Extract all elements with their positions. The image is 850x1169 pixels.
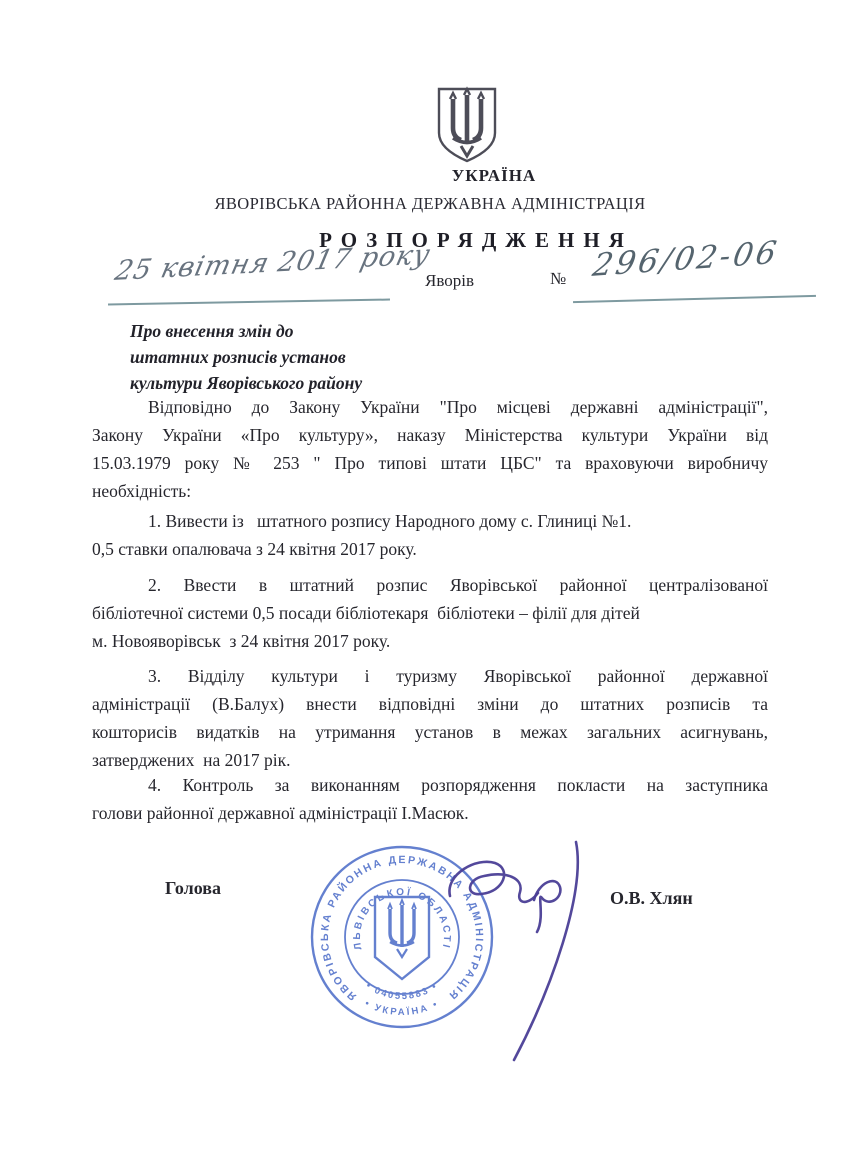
- order-item-3: [92, 662, 768, 774]
- opening-paragraph: [92, 393, 768, 505]
- document-type-title: РОЗПОРЯДЖЕННЯ: [319, 228, 633, 252]
- subject-block: [130, 318, 490, 396]
- stamp-country: • УКРАЇНА •: [362, 998, 442, 1019]
- subject-line: культури Яворівського району: [130, 373, 363, 393]
- item-line: м. Новояворівськ з 24 квітня 2017 року.: [92, 631, 391, 651]
- stamp-inner-text: ЛЬВІВСЬКОЇ ОБЛАСТІ: [351, 886, 453, 951]
- signer-name: О.В. Хлян: [610, 888, 693, 908]
- item-line: бібліотечної системи 0,5 посади бібліотекаря бібліотеки – філії для дітей: [92, 603, 640, 623]
- order-item-1: [92, 507, 768, 563]
- subject-line: штатних розписів установ: [130, 347, 346, 367]
- item-line: 0,5 ставки опалювача з 24 квітня 2017 року.: [92, 539, 417, 559]
- place-name: Яворів: [425, 271, 474, 290]
- opening-line: необхідність:: [92, 481, 192, 501]
- stamp-outer-text: ЯВОРІВСЬКА РАЙОННА ДЕРЖАВНА АДМІНІСТРАЦІЯ: [318, 853, 486, 1003]
- item-line: 2. Ввести в штатний розпис Яворівської районної централізованої: [148, 575, 768, 595]
- date-underline: [108, 299, 390, 306]
- signer-title: Голова: [165, 878, 222, 898]
- trident-emblem-icon: [430, 86, 504, 164]
- item-line: 4. Контроль за виконанням розпорядження покласти на заступника: [148, 775, 768, 795]
- number-underline: [573, 295, 816, 303]
- item-line: 3. Відділу культури і туризму Яворівської районної державної: [148, 666, 768, 686]
- item-line: голови районної державної адміністрації І.Масюк.: [92, 803, 469, 823]
- item-line: кошторисів видатків на утримання установ в межах загальних асигнувань,: [92, 722, 768, 742]
- signature-handwriting: [415, 830, 605, 1070]
- handwritten-date: 25 квітня 2017 року: [112, 239, 434, 287]
- order-item-4: [92, 771, 768, 827]
- order-item-2: [92, 571, 768, 655]
- stamp-code: • 04055883 •: [363, 980, 441, 1003]
- country-name: УКРАЇНА: [451, 166, 537, 185]
- item-line: затверджених на 2017 рік.: [92, 750, 291, 770]
- item-line: 1. Вивести із штатного розпису Народного дому с. Глиниці №1.: [148, 511, 632, 531]
- subject-line: Про внесення змін до: [130, 321, 294, 341]
- authority-name: ЯВОРІВСЬКА РАЙОННА ДЕРЖАВНА АДМІНІСТРАЦІЯ: [214, 194, 646, 213]
- opening-line: Закону України «Про культуру», наказу Міністерства культури України від: [92, 425, 768, 445]
- number-label: №: [550, 269, 567, 288]
- opening-line: 15.03.1979 року № 253 " Про типові штати ЦБС" та враховуючи виробничу: [92, 453, 768, 473]
- handwritten-number: 296/02-06: [590, 234, 782, 284]
- opening-line: Відповідно до Закону України "Про місцеві державні адміністрації",: [148, 397, 768, 417]
- item-line: адміністрації (В.Балух) внести відповідні зміни до штатних розписів та: [92, 694, 768, 714]
